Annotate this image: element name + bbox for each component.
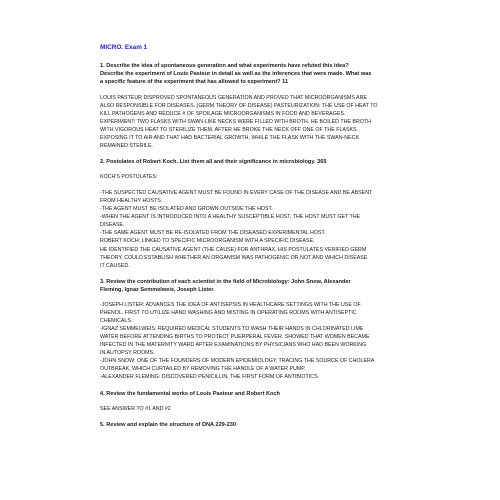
answer-line: DISEASE. xyxy=(100,222,125,229)
answer-line: LOUIS PASTEUR DISPROVED SPONTANEOUS GENERATION AND PROVED THAT MICROORGANISMS ARE xyxy=(100,94,367,101)
answer-line: EXPOSING IT TO AIR AND THAT HAD BACTERIAL GROWTH, WHILE THE FLASK WITH THE SWAN-NECK xyxy=(100,134,359,141)
answer-line: WITH VIGOROUS HEAT TO STERILIZE THEM. AFTER HE BROKE THE NECK OFF ONE OF THE FLASKS xyxy=(100,126,357,133)
question-line: 5. Review and explain the structure of DNA 229-230 xyxy=(100,421,236,428)
answer-line: ALSO RESPONSIBLE FOR DISEASES. (GERM THEORY OF DISEASE) PASTEURIZATION: THE USE OF HEAT TO xyxy=(100,102,378,109)
question-line: 3. Review the contribution of each scientist in the field of Microbiology: John Snow, Alexander xyxy=(100,278,351,285)
answer-line: -WHEN THE AGENT IS INTRODUCED INTO A HEALTHY SUSCEPTIBLE HOST, THE HOST MUST GET THE xyxy=(100,214,361,221)
answer-line: PHENOL. FIRST TO UTILIZE HAND WASHING AND MISTING IN OPERATING ROOMS WITH ANTISEPTIC xyxy=(100,310,357,317)
document-title: MICRO. Exam 1 xyxy=(100,44,148,51)
answer-line: CHEMICALS. xyxy=(100,318,133,325)
question-heading xyxy=(100,421,448,429)
question-heading xyxy=(100,278,448,294)
answer-line: OUTBREAK, WHICH CURTAILED BY REMOVING THE HANDLE OF A WATER PUMP. xyxy=(100,366,306,373)
answer-line: SEE ANSWER TO #1 AND #2 xyxy=(100,405,171,412)
answer-paragraph xyxy=(100,189,448,269)
answer-line: REMAINED STERILE. xyxy=(100,142,153,149)
question-line: 1. Describe the idea of spontaneous generation and what experiments have refuted this idea? xyxy=(100,63,349,69)
answer-line: IN AUTOPSY ROOMS. xyxy=(100,350,155,357)
answer-line: -THE SUSPECTED CAUSATIVE AGENT MUST BE FOUND IN EVERY CASE OF THE DISEASE AND BE ABSENT xyxy=(100,190,373,197)
question-line: Fleming, Ignaz Semmelweis, Joseph Lister. xyxy=(100,286,215,293)
answer-line: -ALEXANDER FLEMING: DISCOVERED PENICILLIN, THE FIRST FORM OF ANTIBIOTICS. xyxy=(100,374,320,381)
question-heading xyxy=(100,390,448,398)
answer-paragraph xyxy=(100,173,448,181)
answer-line: INFECTED IN THE MATERNITY WARD AFTER EXAMINATIONS BY PHYSICIANS WHO HAD BEEN WORKING xyxy=(100,342,367,349)
answer-line: EXPERIMENT: TWO FLASKS WITH SWAN-LIKE NECKS WERE FILLED WITH BROTH. HE BOILED THE BROTH xyxy=(100,118,371,125)
answer-line: KOCH'S POSTULATES: xyxy=(100,174,158,181)
question-line: Describe the experiment of Louis Pasteur in detail as well as the inferences that were made. What was xyxy=(100,71,372,78)
answer-line: IT CAUSED. xyxy=(100,262,130,269)
question-line: a specific feature of the experiment that has allowed to experiment? 11 xyxy=(100,79,289,86)
answer-paragraph xyxy=(100,301,448,381)
question-line: 4. Review the fundamental works of Louis Pasteur and Robert Koch xyxy=(100,390,280,397)
answer-line: KILL PATHOGENS AND REDUCE # OF SPOILAGE MICROORGANISMS IN FOOD AND BEVERAGES. xyxy=(100,110,346,117)
question-line: 2. Postulates of Robert Koch. List them all and their significance in microbiology. 369 xyxy=(100,158,327,165)
document-body xyxy=(100,62,448,429)
answer-paragraph xyxy=(100,94,448,150)
answer-line: -JOHN SNOW: ONE OF THE FOUNDERS OF MODERN EPIDEMIOLOGY, TRACING THE SOURCE OF CHOLERA xyxy=(100,358,375,365)
answer-line: -JOSEPH LISTER: ADVANCES THE IDEA OF ANTISEPSIS IN HEALTHCARE SETTINGS WITH THE USE OF xyxy=(100,302,361,309)
answer-line: ROBERT KOCH: LINKED TO SPECIFIC MICROORGANISM WITH A SPECIFIC DISEASE. xyxy=(100,238,315,245)
answer-line: -THE SAME AGENT MUST BE RE-ISOLATED FROM THE DISEASED EXPERIMENTAL HOST. xyxy=(100,230,326,237)
question-heading xyxy=(100,62,448,87)
answer-paragraph xyxy=(100,405,448,413)
answer-line: THEORY, COULD ESTABLISH WHETHER AN ORGANISM WAS PATHOGENIC OR NOT AND WHICH DISEASE xyxy=(100,254,368,261)
answer-line: -THE AGENT MUST BE ISOLATED AND GROWN OUTSIDE THE HOST. xyxy=(100,206,273,213)
answer-line: WATER BEFORE ATTENDING BIRTHS TO PROTECT PUERPERAL FEVER. SHOWED THAT WOMEN BECAME xyxy=(100,334,370,341)
answer-line: HE IDENTIFIED THE CAUSATIVE AGENT (THE CAUSE) FOR ANTHRAX. HIS POSTULATES VERIFIED GERM xyxy=(100,246,367,253)
question-heading xyxy=(100,158,448,166)
answer-line: FROM HEALTHY HOSTS. xyxy=(100,198,163,205)
answer-line: -IGNAZ SEMMELWEIS: REQUIRED MEDICAL STUDENTS TO WASH THEIR HANDS IN CHLORINATED LIME xyxy=(100,326,364,333)
